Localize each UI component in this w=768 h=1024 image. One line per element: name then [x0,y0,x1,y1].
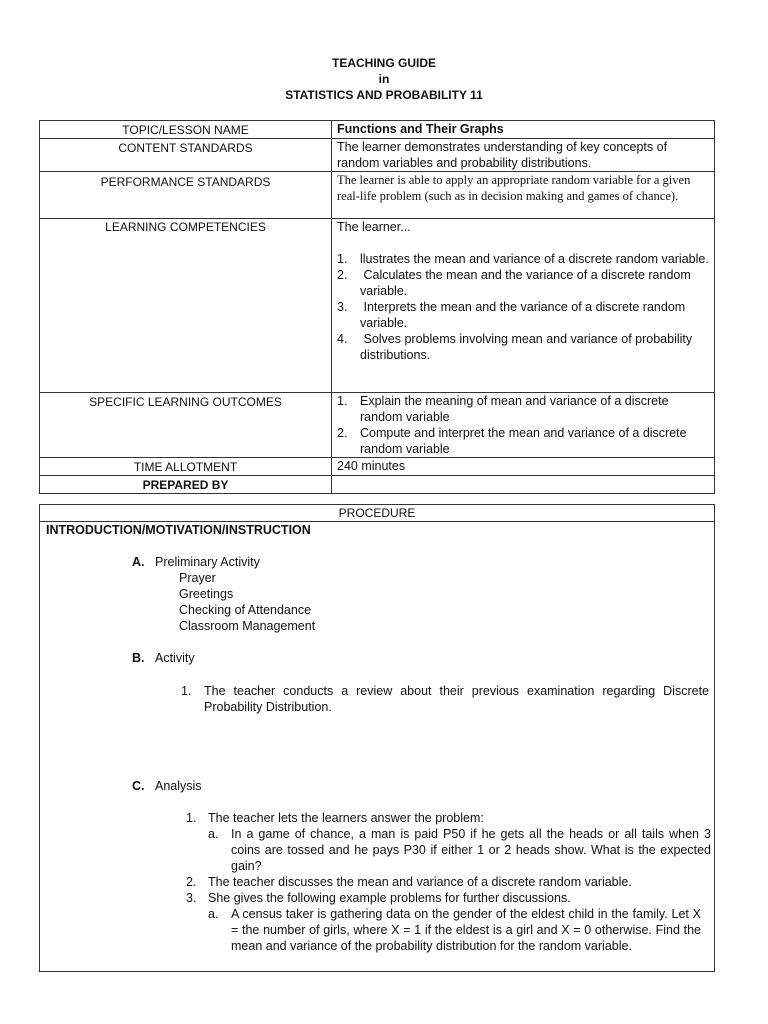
procedure-heading: PROCEDURE [40,505,714,522]
competency-number: 4. [337,332,348,346]
competency-number: 2. [337,268,348,282]
analysis-item-number: 3. [186,891,197,905]
competency-item [337,299,709,331]
competency-number: 3. [337,300,348,314]
outcome-item [337,425,709,457]
section-a-title: Preliminary Activity [155,555,260,569]
analysis-subitem-letter: a. [208,827,219,841]
analysis-item-text: The teacher lets the learners answer the problem: [208,811,484,825]
competencies-intro: The learner... [337,220,411,234]
competency-text: llustrates the mean and variance of a discrete random variable. [360,252,709,266]
content-standards-label: CONTENT STANDARDS [40,139,332,172]
topic-value: Functions and Their Graphs [332,121,715,139]
preliminary-item: Checking of Attendance [179,603,312,617]
analysis-subitem-text: In a game of chance, a man is paid P50 if he gets all the heads or all tails when 3 coins are tossed and he pays P30 if either 1 or 2 heads show. What is the expected gain? [231,827,711,873]
analysis-item-number: 1. [186,811,197,825]
outcomes-list [337,393,709,457]
guide-title-connector: in [378,72,390,86]
activity-item-number: 1. [181,684,192,698]
learning-outcomes-row [40,393,715,458]
time-allotment-row [40,458,715,476]
analysis-subitem-letter: a. [208,907,219,921]
preliminary-item: Greetings [179,587,234,601]
competency-text: Interprets the mean and the variance of a discrete random variable. [360,300,689,330]
performance-standards-label: PERFORMANCE STANDARDS [40,172,332,219]
competency-item [337,331,709,363]
guide-title: TEACHING GUIDE [331,56,436,70]
competency-item [337,251,709,267]
outcome-number: 2. [337,426,348,440]
section-title: INTRODUCTION/MOTIVATION/INSTRUCTION [46,523,311,537]
outcome-text: Explain the meaning of mean and variance of a discrete random variable [360,394,669,424]
analysis-item-text: The teacher discusses the mean and variance of a discrete random variable. [208,875,632,889]
preliminary-item: Prayer [179,571,216,585]
competency-item [337,267,709,299]
learning-competencies-row [40,219,715,393]
learning-competencies-cell [332,219,715,393]
time-allotment-label: TIME ALLOTMENT [40,458,332,476]
learning-outcomes-label: SPECIFIC LEARNING OUTCOMES [40,393,332,458]
activity-item-text: The teacher conducts a review about their previous examination regarding Discrete Probability Distribution. [204,684,709,714]
topic-label: TOPIC/LESSON NAME [40,121,332,139]
performance-standards-row [40,172,715,219]
competency-number: 1. [337,252,348,266]
prepared-by-row [40,476,715,494]
outcome-item [337,393,709,425]
analysis-item-text: She gives the following example problems for further discussions. [208,891,571,905]
analysis-item-number: 2. [186,875,197,889]
competency-text: Calculates the mean and the variance of a discrete random variable. [360,268,695,298]
prepared-by-value [332,476,715,494]
section-c-letter: C. [132,779,145,793]
outcome-number: 1. [337,394,348,408]
competencies-list [337,251,709,363]
content-standards-value: The learner demonstrates understanding of key concepts of random variables and probability distributions. [332,139,715,172]
performance-standards-value: The learner is able to apply an appropriate random variable for a given real-life problem (such as in decision making and games of chance). [332,172,715,219]
analysis-subitem-text: A census taker is gathering data on the gender of the eldest child in the family. Let X = the number of girls, where X = 1 if the eldest is a girl and X = 0 otherwise. Find the mean and variance of the probability distribution for the random variable. [231,907,701,953]
learning-competencies-label: LEARNING COMPETENCIES [40,219,332,393]
section-a-letter: A. [132,555,145,569]
outcome-text: Compute and interpret the mean and variance of a discrete random variable [360,426,687,456]
prepared-by-label: PREPARED BY [40,476,332,494]
section-b-title: Activity [155,651,195,665]
topic-row [40,121,715,139]
competency-text: Solves problems involving mean and variance of probability distributions. [360,332,696,362]
time-allotment-value: 240 minutes [332,458,715,476]
section-b-letter: B. [132,651,145,665]
procedure-box [39,504,715,972]
learning-outcomes-cell [332,393,715,458]
preliminary-item: Classroom Management [179,619,316,633]
lesson-info-table [39,120,715,494]
guide-subject: STATISTICS AND PROBABILITY 11 [285,88,483,102]
section-c-title: Analysis [155,779,202,793]
content-standards-row [40,139,715,172]
